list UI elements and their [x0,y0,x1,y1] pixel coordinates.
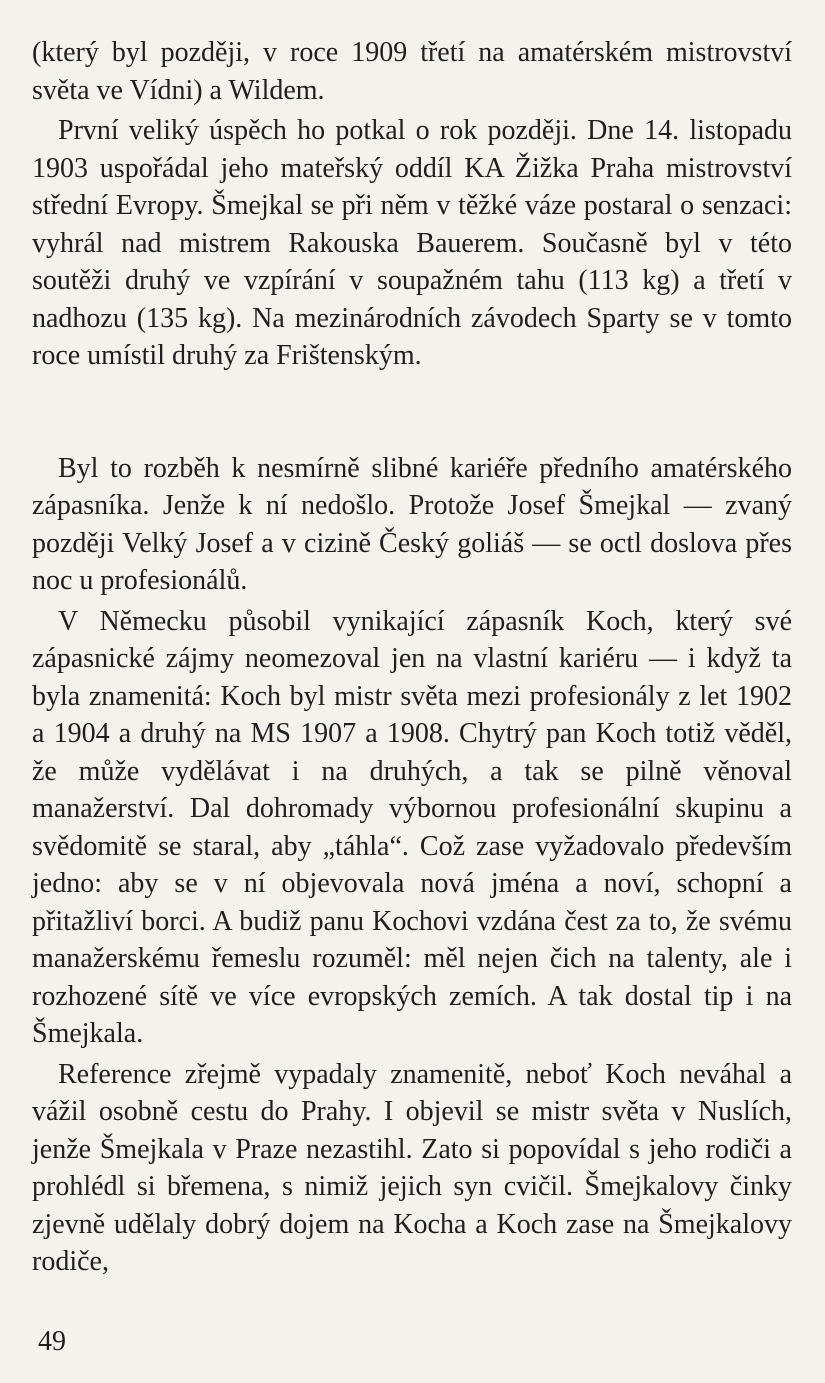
paragraph-koch-manager: V Německu působil vynikající zápasník Koch, který své zápasnické zájmy neomezoval jen na vlastní kariéru — i když ta byla znamenitá: Koch byl mistr světa mezi profesionály z let 1902 a 1904 a druhý na MS 1907 a 1908. Chytrý pan Koch totiž věděl, že může vydělávat i na druhých, a tak se pilně věnoval manažerství. Dal dohromady výbornou profesionální skupinu a svědomitě se staral, aby „táhla“. Což zase vyžadovalo především jedno: aby se v ní objevovala nová jména a noví, schopní a přitažliví borci. A budiž panu Kochovi vzdána čest za to, že svému manažerskému řemeslu rozuměl: měl nejen čich na talenty, ale i rozhozené sítě ve více evropských zemích. A tak dostal tip i na Šmejkala. [32,605,792,1049]
paragraph-career-turn: Byl to rozběh k nesmírně slibné kariéře předního amatérského zápasníka. Jenže k ní nedošlo. Protože Josef Šmejkal — zvaný později Velký Josef a v cizině Český goliáš — se octl doslova přes noc u profesionálů. [32,452,792,596]
page-number: 49 [38,1326,66,1357]
book-page [32,34,792,1281]
paragraph-continuation: (který byl později, v roce 1909 třetí na amatérském mistrovství světa ve Vídni) a Wildem. [32,37,792,106]
paragraph-visit-to-prague: Reference zřejmě vypadaly znamenitě, neboť Koch neváhal a vážil osobně cestu do Prahy. I objevil se mistr světa v Nuslích, jenže Šmejkala v Praze nezastihl. Zato si popovídal s jeho rodiči a prohlédl si břemena, s nimiž jejich syn cvičil. Šmejkalovy činky zjevně udělaly dobrý dojem na Kocha a Koch zase na Šmejkalovy rodiče, [32,1058,792,1277]
paragraph-first-success: První veliký úspěch ho potkal o rok později. Dne 14. listopadu 1903 uspořádal jeho mateřský oddíl KA Žižka Praha mistrovství střední Evropy. Šmejkal se při něm v těžké váze postaral o senzaci: vyhrál nad mistrem Rakouska Bauerem. Současně byl v této soutěži druhý ve vzpírání v soupažném tahu (113 kg) a třetí v nadhozu (135 kg). Na mezinárodních závodech Sparty se v tomto roce umístil druhý za Frištenským. [32,115,792,371]
